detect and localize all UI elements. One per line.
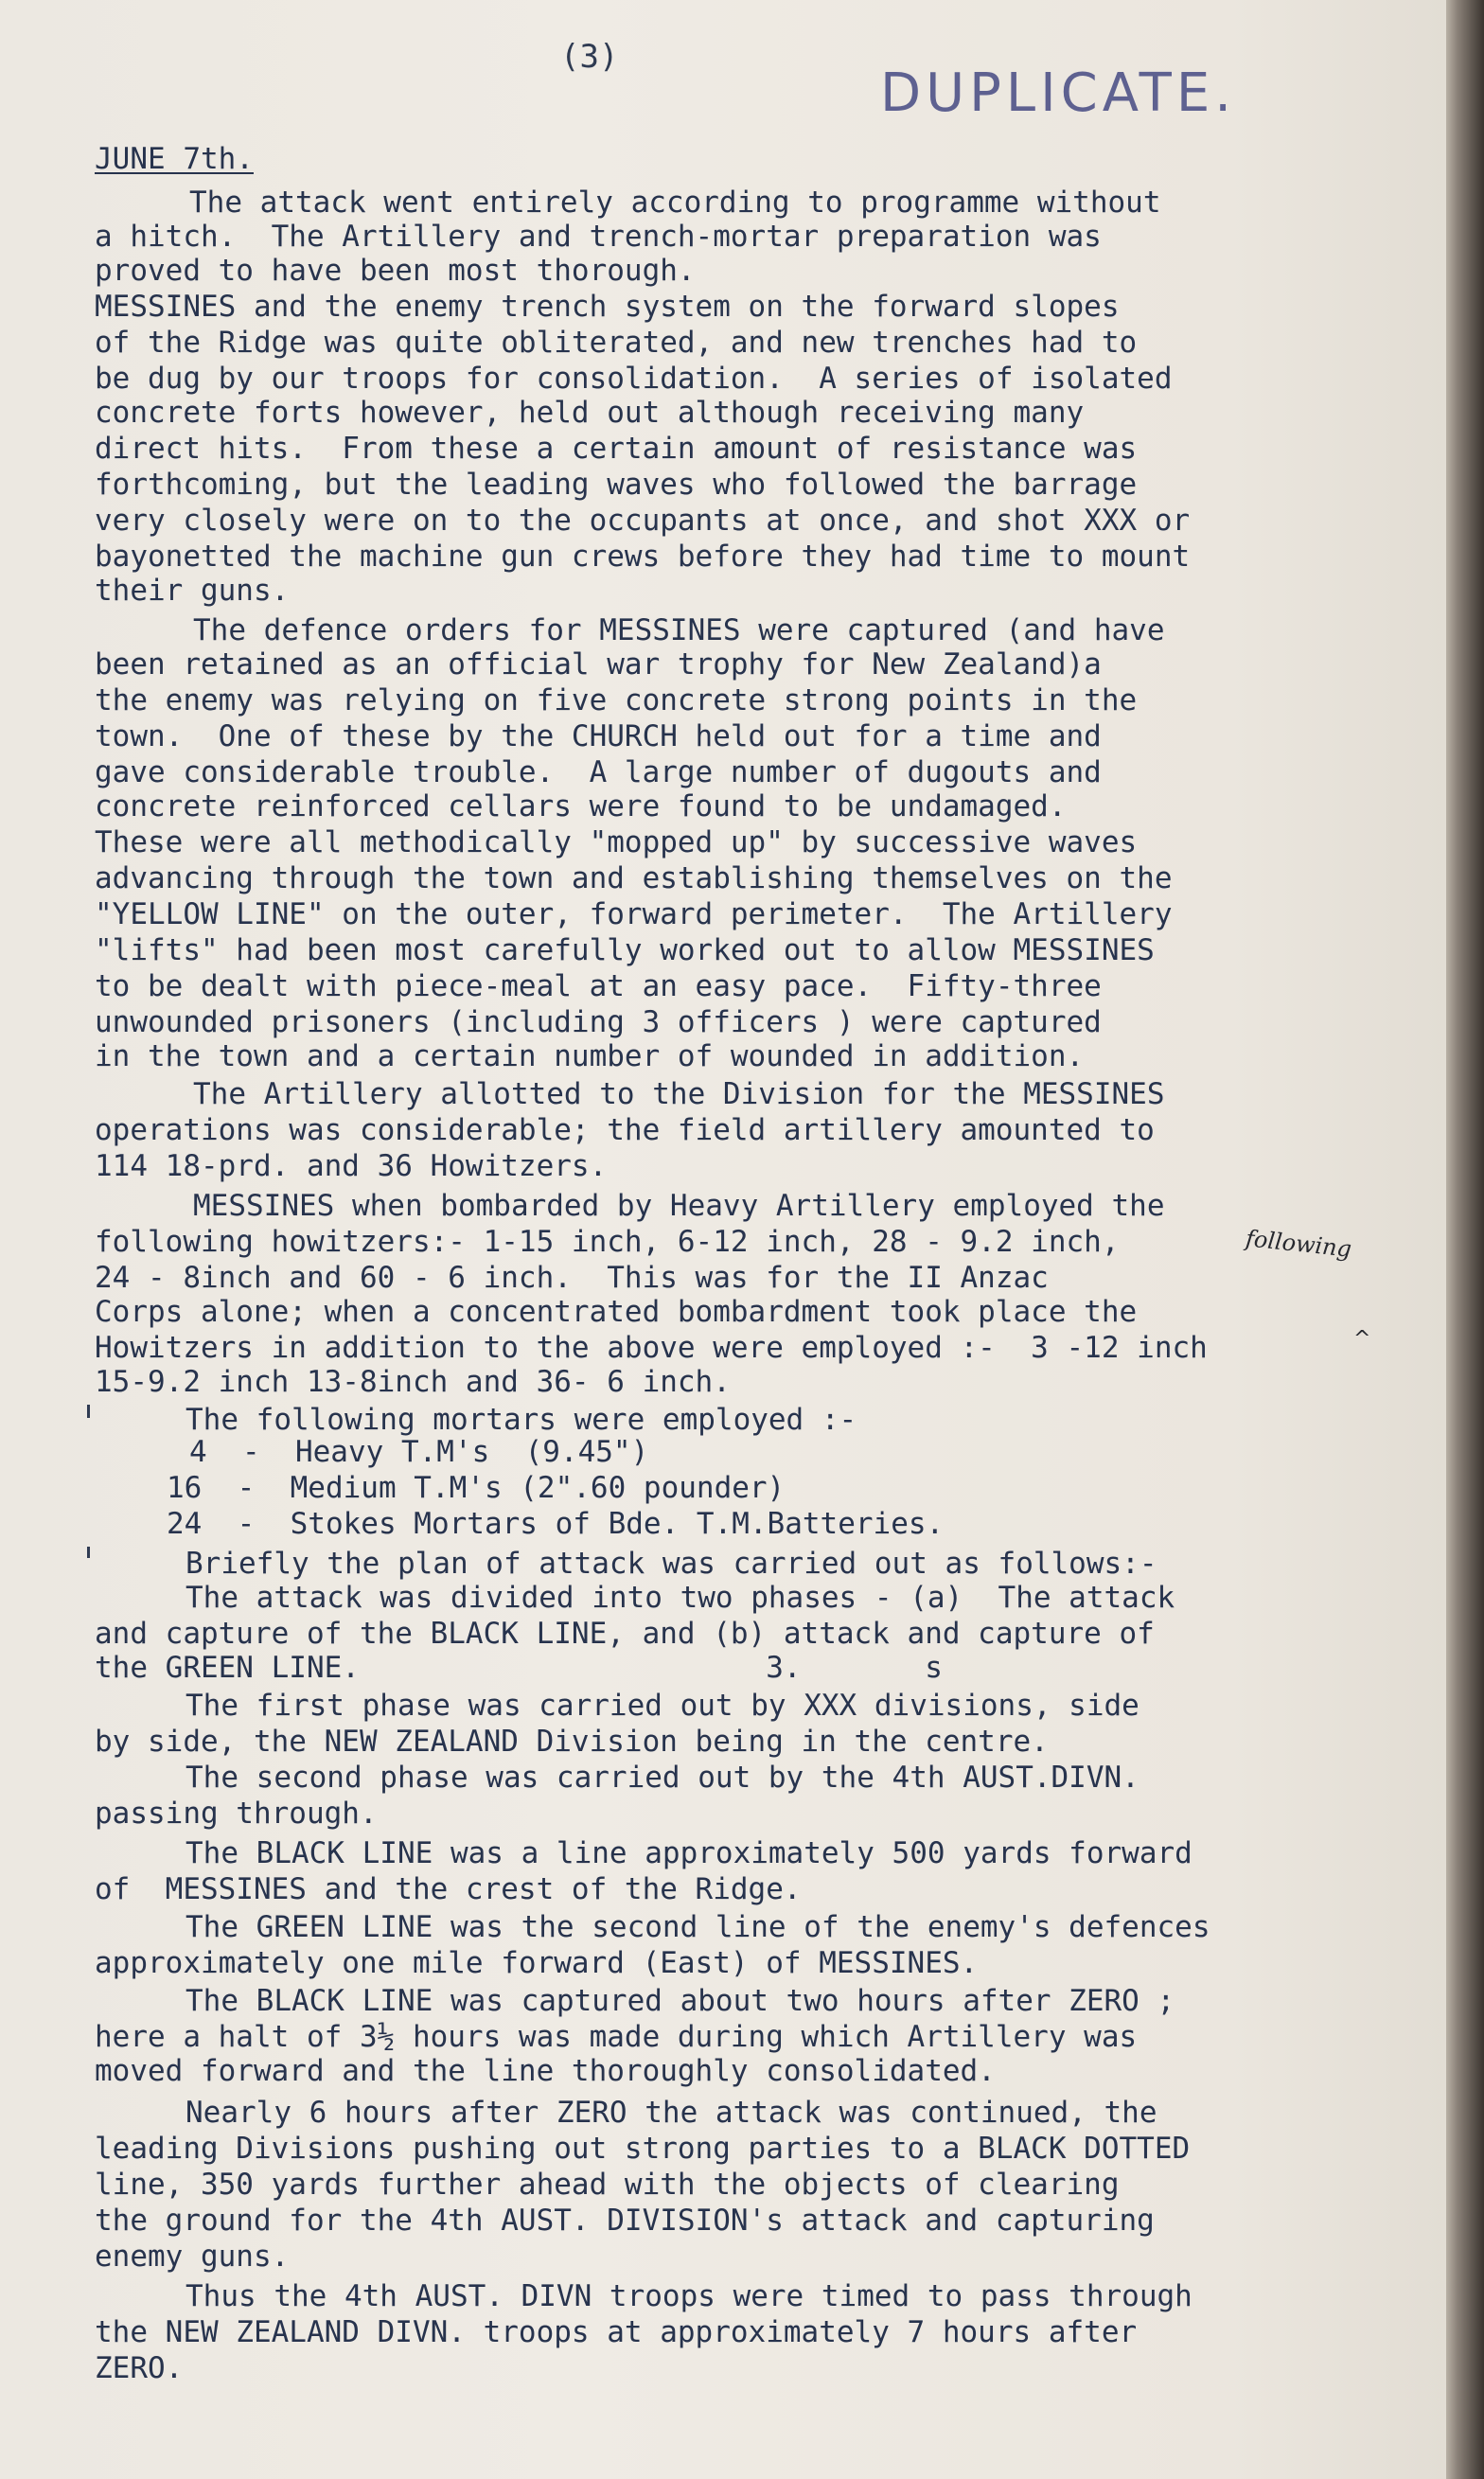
text-line: in the town and a certain number of wounded in addition. — [95, 1039, 1085, 1073]
text-line: The following mortars were employed :- — [186, 1403, 857, 1437]
text-line: very closely were on to the occupants at once, and shot XXX or — [95, 504, 1191, 538]
text-line: The BLACK LINE was captured about two hours after ZERO ; — [186, 1984, 1175, 2018]
margin-tick-mark — [87, 1547, 90, 1558]
text-line: The BLACK LINE was a line approximately 500 yards forward — [186, 1836, 1192, 1870]
text-line: The second phase was carried out by the 4th AUST.DIVN. — [186, 1761, 1140, 1795]
text-line: gave considerable trouble. A large number of dugouts and — [95, 755, 1102, 789]
text-line: concrete reinforced cellars were found to be undamaged. — [95, 789, 1067, 823]
text-line: line, 350 yards further ahead with the objects of clearing — [95, 2168, 1120, 2202]
page-edge-shadow — [1446, 0, 1484, 2479]
handwritten-annotation: following — [1244, 1225, 1353, 1263]
text-line: forthcoming, but the leading waves who followed the barrage — [95, 468, 1138, 502]
text-line: 24 - 8inch and 60 - 6 inch. This was for the II Anzac — [95, 1261, 1049, 1295]
text-line: MESSINES when bombarded by Heavy Artillery employed the — [193, 1189, 1165, 1223]
text-line: The attack was divided into two phases - (a) The attack — [186, 1581, 1175, 1615]
text-line: be dug by our troops for consolidation. A series of isolated — [95, 362, 1173, 396]
text-line: 16 - Medium T.M's (2".60 pounder) — [167, 1471, 786, 1505]
text-line: following howitzers:- 1-15 inch, 6-12 inch, 28 - 9.2 inch, — [95, 1225, 1120, 1259]
text-line: of the Ridge was quite obliterated, and new trenches had to — [95, 326, 1138, 360]
text-line: Howitzers in addition to the above were employed :- 3 -12 inch — [95, 1331, 1208, 1365]
text-line: 15-9.2 inch 13-8inch and 36- 6 inch. — [95, 1365, 731, 1399]
text-line: 24 - Stokes Mortars of Bde. T.M.Batteries. — [167, 1507, 945, 1541]
text-line: Corps alone; when a concentrated bombardment took place the — [95, 1295, 1138, 1329]
text-line: 4 - Heavy T.M's (9.45") — [189, 1435, 649, 1469]
text-line: leading Divisions pushing out strong parties to a BLACK DOTTED — [95, 2132, 1191, 2166]
text-line: 114 18-prd. and 36 Howitzers. — [95, 1149, 608, 1183]
text-line: and capture of the BLACK LINE, and (b) attack and capture of — [95, 1617, 1155, 1651]
text-line: The defence orders for MESSINES were captured (and have — [193, 613, 1165, 647]
text-line: moved forward and the line thoroughly consolidated. — [95, 2054, 996, 2088]
section-heading: JUNE 7th. — [95, 142, 254, 176]
text-line: been retained as an official war trophy for New Zealand)a — [95, 647, 1102, 682]
text-line: proved to have been most thorough. — [95, 254, 696, 288]
text-line: enemy guns. — [95, 2240, 290, 2274]
text-line: ZERO. — [95, 2351, 184, 2385]
duplicate-stamp: DUPLICATE. — [880, 62, 1237, 124]
text-line: The attack went entirely according to programme without — [189, 186, 1161, 220]
text-line: approximately one mile forward (East) of MESSINES. — [95, 1946, 979, 1980]
text-line: The Artillery allotted to the Division for the MESSINES — [193, 1077, 1165, 1111]
text-line: "lifts" had been most carefully worked out to allow MESSINES — [95, 933, 1155, 967]
page-number: (3) — [560, 38, 619, 76]
text-line: The first phase was carried out by XXX divisions, side — [186, 1689, 1140, 1723]
margin-tick-mark — [87, 1405, 90, 1418]
text-line: concrete forts however, held out although receiving many — [95, 396, 1085, 430]
text-line: their guns. — [95, 574, 290, 608]
text-line: unwounded prisoners (including 3 officers ) were captured — [95, 1005, 1102, 1039]
text-line: the ground for the 4th AUST. DIVISION's attack and capturing — [95, 2204, 1155, 2238]
text-line: the NEW ZEALAND DIVN. troops at approximately 7 hours after — [95, 2315, 1138, 2349]
text-line: direct hits. From these a certain amount of resistance was — [95, 432, 1138, 466]
text-line: The GREEN LINE was the second line of the enemy's defences — [186, 1910, 1210, 1944]
text-line: operations was considerable; the field artillery amounted to — [95, 1113, 1155, 1147]
text-line: to be dealt with piece-meal at an easy pace. Fifty-three — [95, 969, 1102, 1003]
text-line: advancing through the town and establishing themselves on the — [95, 861, 1173, 895]
text-line: Briefly the plan of attack was carried out as follows:- — [186, 1547, 1157, 1581]
text-line: a hitch. The Artillery and trench-mortar preparation was — [95, 220, 1102, 254]
text-line: "YELLOW LINE" on the outer, forward perimeter. The Artillery — [95, 897, 1173, 931]
text-line: the enemy was relying on five concrete strong points in the — [95, 683, 1138, 717]
text-line: the GREEN LINE. 3. s — [95, 1651, 943, 1685]
insertion-caret-mark: ^ — [1353, 1327, 1371, 1351]
text-line: Thus the 4th AUST. DIVN troops were timed to pass through — [186, 2279, 1192, 2313]
text-line: town. One of these by the CHURCH held out for a time and — [95, 719, 1102, 753]
text-line: of MESSINES and the crest of the Ridge. — [95, 1872, 802, 1906]
text-line: by side, the NEW ZEALAND Division being in the centre. — [95, 1725, 1049, 1759]
text-line: bayonetted the machine gun crews before they had time to mount — [95, 540, 1191, 574]
text-line: MESSINES and the enemy trench system on the forward slopes — [95, 290, 1120, 324]
text-line: These were all methodically "mopped up" by successive waves — [95, 825, 1138, 859]
text-line: Nearly 6 hours after ZERO the attack was continued, the — [186, 2096, 1157, 2130]
text-line: here a halt of 3½ hours was made during which Artillery was — [95, 2020, 1138, 2054]
text-line: passing through. — [95, 1797, 378, 1831]
